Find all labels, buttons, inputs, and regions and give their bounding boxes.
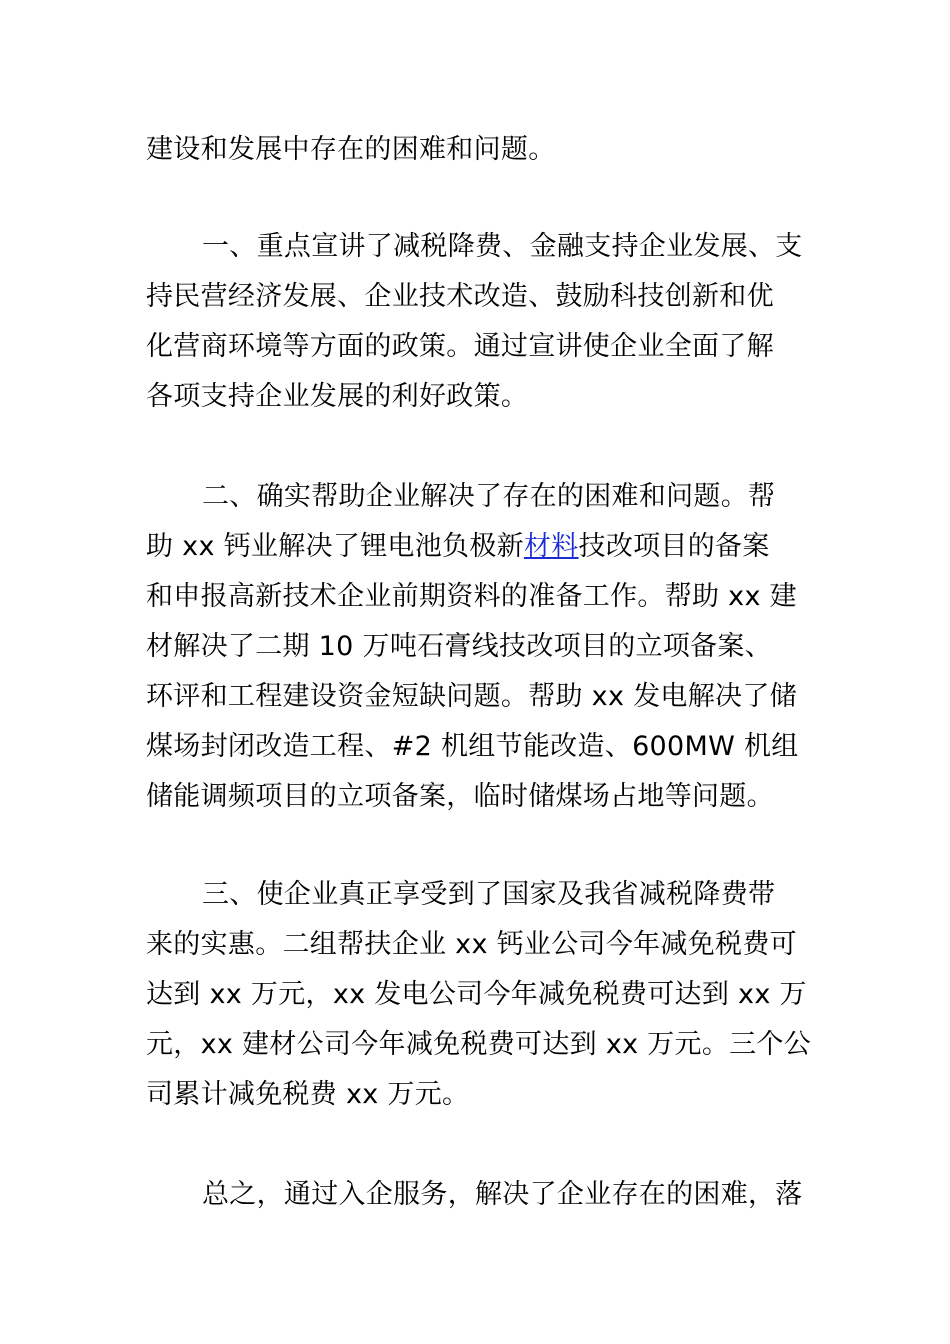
text-line: 达到 xx 万元，xx 发电公司今年减免税费可达到 xx 万 <box>146 979 807 1010</box>
paragraph-section-two <box>146 472 810 822</box>
paragraph-intro-tail <box>146 125 810 175</box>
text-line: 总之，通过入企服务，解决了企业存在的困难，落 <box>202 1179 803 1210</box>
text-line-with-link <box>146 522 810 572</box>
text-fragment: 助 xx 钙业解决了锂电池负极新 <box>146 531 524 562</box>
text-fragment: 技改项目的备案 <box>578 531 770 562</box>
paragraph-section-one <box>146 222 810 422</box>
text-line: 各项支持企业发展的利好政策。 <box>146 381 529 412</box>
text-line: 来的实惠。二组帮扶企业 xx 钙业公司今年减免税费可 <box>146 929 797 960</box>
text-line: 建设和发展中存在的困难和问题。 <box>146 134 556 165</box>
text-line: 一、重点宣讲了减税降费、金融支持企业发展、支 <box>202 231 803 262</box>
text-line: 化营商环境等方面的政策。通过宣讲使企业全面了解 <box>146 331 774 362</box>
text-line: 环评和工程建设资金短缺问题。帮助 xx 发电解决了储 <box>146 681 797 712</box>
text-line: 煤场封闭改造工程、#2 机组节能改造、600MW 机组 <box>146 731 799 762</box>
text-line: 持民营经济发展、企业技术改造、鼓励科技创新和优 <box>146 281 774 312</box>
text-line: 和申报高新技术企业前期资料的准备工作。帮助 xx 建 <box>146 581 797 612</box>
text-line: 元，xx 建材公司今年减免税费可达到 xx 万元。三个公 <box>146 1029 812 1060</box>
text-line: 二、确实帮助企业解决了存在的困难和问题。帮 <box>202 481 776 512</box>
text-line: 储能调频项目的立项备案，临时储煤场占地等问题。 <box>146 781 774 812</box>
paragraph-section-three <box>146 870 810 1120</box>
materials-link[interactable]: 材料 <box>523 531 579 562</box>
text-line: 司累计减免税费 xx 万元。 <box>146 1079 470 1110</box>
paragraph-conclusion <box>146 1170 810 1220</box>
text-line: 三、使企业真正享受到了国家及我省减税降费带 <box>202 879 776 910</box>
text-line: 材解决了二期 10 万吨石膏线技改项目的立项备案、 <box>146 631 773 662</box>
